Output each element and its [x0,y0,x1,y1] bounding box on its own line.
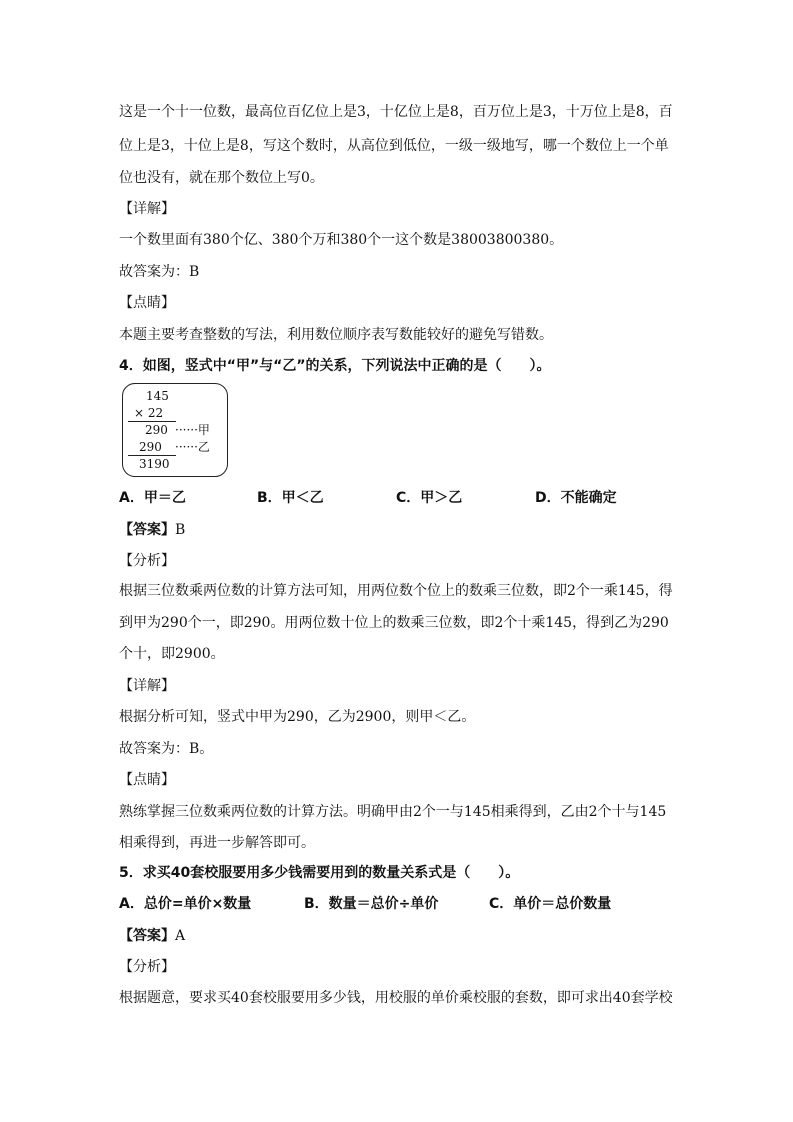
question-4: 4．如图，竖式中“甲”与“乙”的关系，下列说法中正确的是（ ）。 [119,358,551,374]
section-heading-point: 【点睛】 [119,772,175,788]
option-c: C．甲＞乙 [396,490,463,506]
paragraph-line: 位上是3，十位上是8，写这个数时，从高位到低位，一级一级地写，哪一个数位上一个单 [119,138,669,154]
paragraph-line: 故答案为：B [119,264,200,280]
paragraph-line: 根据三位数乘两位数的计算方法可知，用两位数个位上的数乘三位数，即2个一乘145，得 [119,583,673,599]
calc-tag-jia: ······甲 [175,423,210,437]
option-b: B．甲＜乙 [257,490,324,506]
calc-partial-2: 290 [139,440,162,454]
paragraph-line: 这是一个十一位数，最高位百亿位上是3，十亿位上是8，百万位上是3，十万位上是8，百 [119,104,673,120]
answer-value: A [175,928,186,944]
section-heading-point: 【点睛】 [119,295,175,311]
paragraph-line: 本题主要考查整数的写法，利用数位顺序表写数能较好的避免写错数。 [119,327,553,343]
section-heading-analysis: 【分析】 [119,959,175,975]
answer-label: 【答案】 [119,928,175,944]
paragraph-line: 个十，即2900。 [119,646,225,662]
paragraph-line: 相乘得到，再进一步解答即可。 [119,835,315,851]
question-5: 5．求买40套校服要用多少钱需要用到的数量关系式是（ ）。 [119,865,520,881]
calc-multiplier: × 22 [134,406,164,420]
paragraph-line: 熟练掌握三位数乘两位数的计算方法。明确甲由2个一与145相乘得到，乙由2个十与145 [119,804,667,820]
answer-label: 【答案】 [119,522,175,538]
paragraph-line: 到甲为290个一，即290。用两位数十位上的数乘三位数，即2个十乘145，得到乙为290 [119,615,669,631]
paragraph-line: 故答案为：B。 [119,741,214,757]
paragraph-line: 根据分析可知，竖式中甲为290，乙为2900，则甲＜乙。 [119,709,476,725]
option-a: A．甲＝乙 [119,490,186,506]
section-heading-detail: 【详解】 [119,201,175,217]
answer-5 [119,927,185,945]
calc-rule-1 [128,421,176,422]
vertical-multiplication-figure [122,383,228,477]
calc-partial-1: 290 [145,423,168,437]
calc-rule-2 [128,455,176,456]
section-heading-detail: 【详解】 [119,678,175,694]
paragraph-line: 位也没有，就在那个数位上写0。 [119,170,324,186]
paragraph-line: 根据题意，要求买40套校服要用多少钱，用校服的单价乘校服的套数，即可求出40套学校 [119,990,673,1006]
option-b: B．数量＝总价÷单价 [304,896,439,912]
paragraph-line: 一个数里面有380个亿、380个万和380个一这个数是38003800380。 [119,232,564,248]
calc-multiplicand: 145 [146,389,169,403]
option-c: C．单价＝总价数量 [489,896,612,912]
section-heading-analysis: 【分析】 [119,553,175,569]
option-d: D．不能确定 [535,490,617,506]
calc-tag-yi: ······乙 [175,440,210,454]
option-a: A．总价=单价×数量 [119,896,252,912]
calc-product: 3190 [139,457,170,471]
answer-4 [119,521,185,539]
answer-value: B [175,522,186,538]
